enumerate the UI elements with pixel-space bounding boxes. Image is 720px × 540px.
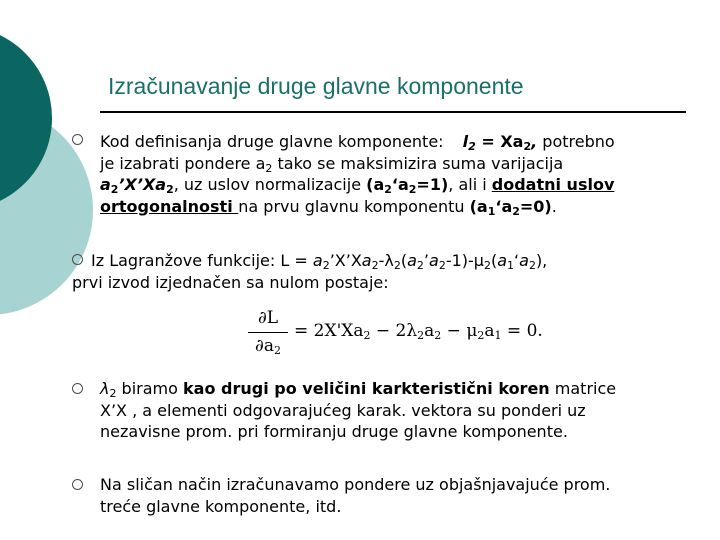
emphasis-text: ortogonalnosti	[100, 196, 239, 216]
math-partial: ∂	[255, 336, 264, 356]
bullet-text: .	[551, 196, 557, 216]
math-expr: − 2λ	[370, 321, 418, 341]
math-partial: ∂	[257, 308, 267, 328]
math-expr: ‘	[514, 251, 520, 270]
fraction-bar	[248, 332, 288, 333]
math-sub: 2	[371, 259, 379, 272]
hollow-circle-icon	[72, 383, 83, 394]
math-expr: =0)	[519, 196, 552, 216]
math-expr: = 0.	[501, 321, 543, 341]
math-expr: − μ	[441, 321, 478, 341]
math-expr: (a	[366, 175, 385, 194]
math-var: a	[312, 251, 323, 270]
bullet-text: biramo	[116, 379, 183, 398]
bullet-text: Iz Lagranžove funkcije: L =	[91, 251, 313, 270]
math-expr: (	[400, 251, 408, 270]
math-var: L	[266, 308, 279, 328]
slide-title: Izračunavanje druge glavne komponente	[108, 73, 524, 99]
math-sub: 2	[438, 259, 446, 272]
hollow-circle-icon	[72, 254, 83, 265]
bullet-lagrange	[72, 250, 692, 293]
math-expr: ’	[423, 251, 429, 270]
math-sub: 2	[468, 140, 476, 153]
math-sub: 2	[322, 259, 330, 272]
math-expr: (a	[469, 196, 488, 216]
math-var: a	[407, 251, 417, 270]
math-sub: 2	[363, 329, 371, 342]
math-sub: 1	[507, 259, 515, 272]
math-expr: -λ	[378, 251, 394, 270]
bullet-text: prvi izvod izjednačen sa nulom postaje:	[72, 272, 389, 292]
bullet-text: Na sličan način izračunavamo pondere uz objašnjavajuće prom.	[100, 475, 611, 494]
hollow-circle-icon	[72, 134, 83, 145]
math-sub: 2	[483, 259, 491, 272]
bullet-text: X’X , a elementi odgovarajućeg karak. vektora su ponderi uz	[100, 400, 586, 420]
math-sub: 1	[494, 329, 502, 342]
bullet-eigenvalue	[100, 378, 700, 443]
math-var: a	[429, 251, 439, 270]
bullet-text: na prvu glavnu komponentu	[238, 196, 470, 216]
math-expr: ’X’Xa	[118, 175, 167, 194]
math-var: a	[424, 321, 435, 341]
math-sub: 2	[434, 329, 442, 342]
math-expr: ),	[535, 251, 548, 270]
bullet-text: nezavisne prom. pri formiranju druge glavne komponente.	[100, 422, 568, 441]
math-var: a	[497, 251, 508, 270]
emphasis-text: dodatni uslov	[491, 175, 615, 194]
bullet-text: je izabrati pondere a	[100, 153, 266, 173]
math-sub: 2	[265, 161, 273, 175]
math-expr: = Xa	[475, 132, 524, 151]
bullet-third-component	[100, 474, 700, 517]
math-sub: 2	[110, 183, 119, 196]
math-expr: ’X’X	[329, 251, 362, 270]
math-expr: =1)	[416, 175, 449, 194]
bullet-text: treće glavne komponente, itd.	[100, 496, 342, 516]
math-sub: 2	[384, 183, 392, 196]
math-var: a	[519, 251, 529, 270]
title-underline	[100, 111, 686, 113]
math-var: λ	[100, 379, 110, 398]
math-expr: ‘a	[495, 196, 513, 216]
math-var: a	[100, 175, 111, 194]
hollow-circle-icon	[72, 479, 83, 490]
math-sub: 2	[273, 344, 281, 357]
bullet-text: tako se maksimizira suma varijacija	[272, 153, 564, 173]
bullet-definition	[100, 131, 700, 217]
math-sub: 2	[528, 259, 536, 272]
math-sub: 2	[109, 387, 117, 400]
math-var: a	[484, 321, 495, 341]
math-expr: ‘a	[391, 175, 409, 194]
math-var: a	[263, 336, 274, 356]
math-sub: 2	[166, 183, 174, 196]
math-expr: = 2X'Xa	[294, 321, 364, 341]
math-expr: ,	[531, 132, 538, 151]
emphasis-text: kao drugi po veličini karkteristični koren	[183, 379, 550, 398]
math-expr: -1)-μ	[445, 251, 484, 270]
math-sub: 1	[487, 204, 496, 218]
bullet-text: potrebno	[537, 132, 615, 151]
math-sub: 2	[512, 204, 520, 218]
math-sub: 2	[393, 259, 401, 272]
math-sub: 2	[408, 183, 417, 196]
math-sub: 2	[416, 259, 424, 272]
math-sub: 2	[523, 140, 532, 153]
bullet-text: , ali i	[448, 175, 492, 194]
math-sub: 2	[477, 329, 485, 342]
math-var: l	[462, 132, 469, 151]
bullet-text: , uz uslov normalizacije	[173, 175, 367, 194]
math-expr: (	[490, 251, 498, 270]
bullet-text: matrice	[549, 379, 617, 398]
math-var: a	[361, 251, 372, 270]
bullet-text: Kod definisanja druge glavne komponente:	[100, 132, 449, 151]
math-sub: 2	[417, 329, 425, 342]
